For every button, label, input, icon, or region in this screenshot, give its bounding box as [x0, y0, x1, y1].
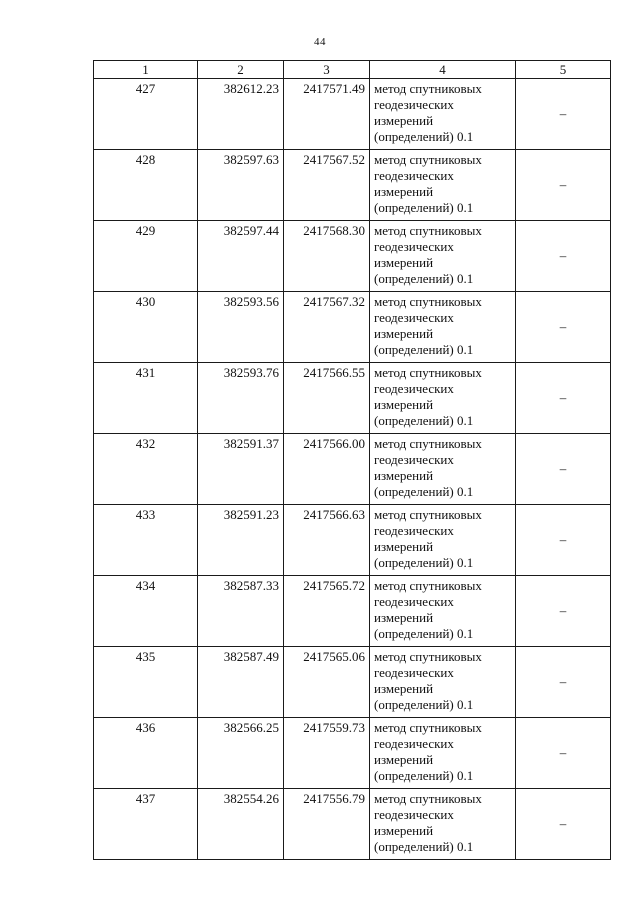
method-text-line: метод спутниковых: [374, 578, 482, 593]
method-text-line: метод спутниковых: [374, 649, 482, 664]
method-text-line: метод спутниковых: [374, 507, 482, 522]
method-cell: [370, 221, 516, 292]
accuracy-cell: –: [516, 150, 611, 221]
accuracy-cell: –: [516, 79, 611, 150]
x-coordinate-cell: 382566.25: [198, 718, 284, 789]
table-row: [94, 79, 611, 150]
method-text-line: геодезических: [374, 381, 454, 396]
method-text-line: геодезических: [374, 807, 454, 822]
method-text-line: измерений: [374, 184, 434, 199]
y-coordinate-cell: 2417567.52: [284, 150, 370, 221]
method-text-line: геодезических: [374, 736, 454, 751]
x-coordinate-cell: 382554.26: [198, 789, 284, 860]
coordinates-table: [93, 60, 611, 860]
method-cell: [370, 718, 516, 789]
method-text-line: геодезических: [374, 594, 454, 609]
method-text-line: геодезических: [374, 168, 454, 183]
y-coordinate-cell: 2417556.79: [284, 789, 370, 860]
method-text-line: (определений) 0.1: [374, 129, 474, 144]
table-row: [94, 150, 611, 221]
accuracy-cell: –: [516, 647, 611, 718]
column-header-5: 5: [516, 61, 611, 79]
table-row: [94, 292, 611, 363]
x-coordinate-cell: 382593.76: [198, 363, 284, 434]
method-cell: [370, 789, 516, 860]
table-row: [94, 576, 611, 647]
method-text-line: метод спутниковых: [374, 436, 482, 451]
point-number-cell: 429: [94, 221, 198, 292]
point-number-cell: 432: [94, 434, 198, 505]
method-text-line: (определений) 0.1: [374, 484, 474, 499]
y-coordinate-cell: 2417571.49: [284, 79, 370, 150]
method-text-line: метод спутниковых: [374, 294, 482, 309]
method-cell: [370, 576, 516, 647]
method-text-line: (определений) 0.1: [374, 697, 474, 712]
method-text-line: (определений) 0.1: [374, 271, 474, 286]
method-text-line: измерений: [374, 255, 434, 270]
x-coordinate-cell: 382591.37: [198, 434, 284, 505]
column-header-1: 1: [94, 61, 198, 79]
method-text-line: измерений: [374, 539, 434, 554]
table-row: [94, 221, 611, 292]
method-text-line: измерений: [374, 468, 434, 483]
point-number-cell: 435: [94, 647, 198, 718]
table-row: [94, 505, 611, 576]
table-row: [94, 434, 611, 505]
column-header-3: 3: [284, 61, 370, 79]
method-text-line: геодезических: [374, 239, 454, 254]
method-cell: [370, 647, 516, 718]
point-number-cell: 428: [94, 150, 198, 221]
x-coordinate-cell: 382593.56: [198, 292, 284, 363]
x-coordinate-cell: 382587.49: [198, 647, 284, 718]
y-coordinate-cell: 2417568.30: [284, 221, 370, 292]
accuracy-cell: –: [516, 576, 611, 647]
method-cell: [370, 292, 516, 363]
method-cell: [370, 150, 516, 221]
method-text-line: измерений: [374, 610, 434, 625]
x-coordinate-cell: 382597.63: [198, 150, 284, 221]
point-number-cell: 427: [94, 79, 198, 150]
table-header: [94, 61, 611, 79]
y-coordinate-cell: 2417559.73: [284, 718, 370, 789]
method-cell: [370, 363, 516, 434]
method-text-line: измерений: [374, 113, 434, 128]
method-text-line: метод спутниковых: [374, 81, 482, 96]
method-text-line: метод спутниковых: [374, 365, 482, 380]
page-number: 44: [314, 36, 326, 48]
accuracy-cell: –: [516, 363, 611, 434]
method-cell: [370, 79, 516, 150]
accuracy-cell: –: [516, 789, 611, 860]
column-header-4: 4: [370, 61, 516, 79]
method-text-line: метод спутниковых: [374, 152, 482, 167]
accuracy-cell: –: [516, 718, 611, 789]
point-number-cell: 430: [94, 292, 198, 363]
method-text-line: геодезических: [374, 452, 454, 467]
method-text-line: (определений) 0.1: [374, 626, 474, 641]
table-row: [94, 363, 611, 434]
method-text-line: измерений: [374, 397, 434, 412]
method-cell: [370, 434, 516, 505]
method-text-line: измерений: [374, 752, 434, 767]
point-number-cell: 434: [94, 576, 198, 647]
method-text-line: (определений) 0.1: [374, 413, 474, 428]
header-row: [94, 61, 611, 79]
method-text-line: (определений) 0.1: [374, 342, 474, 357]
method-text-line: (определений) 0.1: [374, 768, 474, 783]
y-coordinate-cell: 2417566.55: [284, 363, 370, 434]
table-body: [94, 79, 611, 860]
accuracy-cell: –: [516, 221, 611, 292]
y-coordinate-cell: 2417567.32: [284, 292, 370, 363]
accuracy-cell: –: [516, 292, 611, 363]
point-number-cell: 437: [94, 789, 198, 860]
method-text-line: геодезических: [374, 310, 454, 325]
table-row: [94, 718, 611, 789]
point-number-cell: 431: [94, 363, 198, 434]
point-number-cell: 436: [94, 718, 198, 789]
method-text-line: измерений: [374, 326, 434, 341]
method-text-line: геодезических: [374, 523, 454, 538]
method-text-line: геодезических: [374, 665, 454, 680]
y-coordinate-cell: 2417565.72: [284, 576, 370, 647]
y-coordinate-cell: 2417566.63: [284, 505, 370, 576]
column-header-2: 2: [198, 61, 284, 79]
table-row: [94, 789, 611, 860]
x-coordinate-cell: 382612.23: [198, 79, 284, 150]
x-coordinate-cell: 382597.44: [198, 221, 284, 292]
point-number-cell: 433: [94, 505, 198, 576]
table-row: [94, 647, 611, 718]
method-text-line: (определений) 0.1: [374, 839, 474, 854]
method-text-line: (определений) 0.1: [374, 555, 474, 570]
method-text-line: измерений: [374, 681, 434, 696]
method-text-line: метод спутниковых: [374, 791, 482, 806]
y-coordinate-cell: 2417565.06: [284, 647, 370, 718]
method-text-line: геодезических: [374, 97, 454, 112]
y-coordinate-cell: 2417566.00: [284, 434, 370, 505]
accuracy-cell: –: [516, 505, 611, 576]
method-text-line: метод спутниковых: [374, 720, 482, 735]
accuracy-cell: –: [516, 434, 611, 505]
method-text-line: измерений: [374, 823, 434, 838]
method-text-line: (определений) 0.1: [374, 200, 474, 215]
method-cell: [370, 505, 516, 576]
x-coordinate-cell: 382587.33: [198, 576, 284, 647]
x-coordinate-cell: 382591.23: [198, 505, 284, 576]
method-text-line: метод спутниковых: [374, 223, 482, 238]
